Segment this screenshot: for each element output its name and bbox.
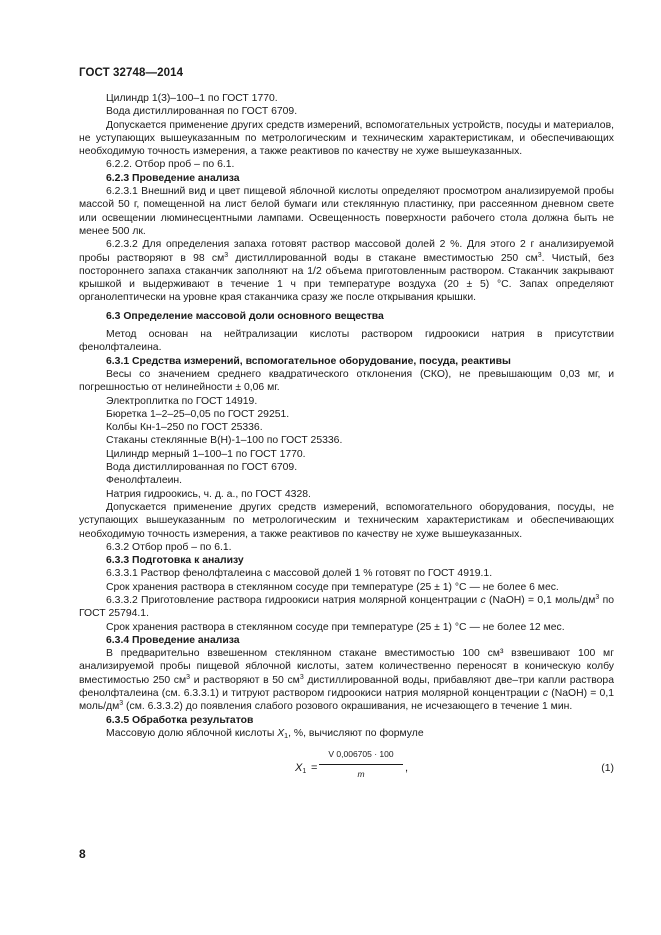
formula-number: (1) (601, 763, 614, 775)
section-heading: 6.3 Определение массовой доли основного вещества (106, 310, 384, 322)
formula-fraction (319, 748, 403, 781)
document-header: ГОСТ 32748—2014 (79, 67, 184, 79)
formula-1 (79, 748, 614, 788)
formula-numerator: V 0,006705 · 100 (319, 748, 403, 764)
paragraph: 6.2.3.2 Для определения запаха готовят раствор массовой долей 2 %. Для этого 2 г анализируемой пробы растворяют в 98 $см^3$ дистиллированной воды в стакане вместимостью 250 $см^3$. Чистый, без постороннего запаха стаканчик заполняют на 1/2 объема приготовленным раствором. Стаканчик закрывают крышкой и выдерживают в течение 1 ч при температуре воздуха (20 ± 5) °С. Запах определяют органолептически на уровне края стаканчика сразу же после открывания крышки. (79, 239, 614, 304)
equipment-item: Стаканы стеклянные В(Н)-1–100 по ГОСТ 25336. (106, 435, 343, 447)
equipment-item: Электроплитка по ГОСТ 14919. (106, 395, 258, 407)
formula-equals: = (311, 762, 318, 775)
paragraph: 6.3.3.2 Приготовление раствора гидроокиси натрия молярной концентрации c (NaOH) = 0,1 моль/$дм^3$ по ГОСТ 25794.1. (79, 593, 614, 620)
section-heading: 6.3.4 Проведение анализа (106, 634, 240, 646)
paragraph: Срок хранения раствора в стеклянном сосуде при температуре (25 ± 1) °С — не более 12 мес. (106, 621, 565, 633)
formula-comma: , (405, 762, 409, 775)
equipment-item: Колбы Кн-1–250 по ГОСТ 25336. (106, 422, 263, 434)
paragraph: В предварительно взвешенном стеклянном стакане вместимостью 100 см³ взвешивают 100 мг анализируемой пробы пищевой яблочной кислоты, затем количественно переносят в коническую колбу вместимостью 250 $см^3$ и растворяют в 50 $см^3$ дистиллированной воды, прибавляют две–три капли раствора фенолфталеина (см. 6.3.3.1) и титруют раствором гидроокиси натрия молярной концентрации c (NaOH) = 0,1 моль/$дм^3$ (см. 6.3.3.2) до появления слабого розового окрашивания, не исчезающего в течение 1 мин. (79, 648, 614, 713)
section-heading: 6.3.3 Подготовка к анализу (106, 555, 244, 567)
equipment-item: Фенолфталеин. (106, 475, 183, 487)
formula-lhs: $X_1$ (295, 762, 307, 776)
equipment-item: Вода дистиллированная по ГОСТ 6709. (106, 462, 298, 474)
paragraph: Метод основан на нейтрализации кислоты раствором гидроокиси натрия в присутствии фенолфталеина. (79, 329, 614, 354)
paragraph: Допускается применение других средств измерений, вспомогательных устройств, посуды и материалов, не уступающих вышеуказанным по метрологическим и техническим характеристикам, и обеспечивающих необходимую точность измерения, а также реактивов по качеству не хуже вышеуказанных. (79, 119, 614, 158)
paragraph: Срок хранения раствора в стеклянном сосуде при температуре (25 ± 1) °С — не более 6 мес. (106, 581, 559, 593)
page-number: 8 (79, 847, 86, 861)
section-heading: 6.3.1 Средства измерений, вспомогательное оборудование, посуда, реактивы (106, 355, 511, 367)
section-heading: 6.2.3 Проведение анализа (106, 172, 240, 184)
equipment-item: Цилиндр 1(3)–100–1 по ГОСТ 1770. (106, 93, 278, 104)
paragraph: Весы со значением среднего квадратического отклонения (СКО), не превышающим 0,03 мг, и погрешностью от нелинейности ± 0,06 мг. (79, 368, 614, 394)
paragraph: 6.2.3.1 Внешний вид и цвет пищевой яблочной кислоты определяют просмотром анализируемой пробы массой 50 г, помещенной на лист белой бумаги или стеклянную пластинку, при рассеянном дневном свете или освещении люминесцентными лампами. Освещенность поверхности рабочего стола должна быть не менее 500 лк. (79, 186, 614, 237)
equipment-item: Натрия гидроокись, ч. д. а., по ГОСТ 4328. (106, 488, 311, 500)
paragraph: 6.3.3.1 Раствор фенолфталеина с массовой долей 1 % готовят по ГОСТ 4919.1. (106, 568, 493, 580)
paragraph: Допускается применение других средств измерений, вспомогательного оборудования, посуды, не уступающих вышеуказанным по метрологическим и техническим характеристикам и обеспечивающих необходимую точность измерения, а также реактивов по качеству не хуже вышеуказанных. (79, 501, 614, 540)
section-heading: 6.3.5 Обработка результатов (106, 714, 254, 726)
equipment-item: Бюретка 1–2–25–0,05 по ГОСТ 29251. (106, 408, 290, 420)
formula-denominator: m (357, 768, 365, 779)
paragraph: 6.2.2. Отбор проб – по 6.1. (106, 159, 235, 171)
equipment-item: Вода дистиллированная по ГОСТ 6709. (106, 106, 298, 118)
paragraph: 6.3.2 Отбор проб – по 6.1. (106, 541, 232, 553)
paragraph: Массовую долю яблочной кислоты $X_1$, %, вычисляют по формуле (106, 727, 424, 740)
document-body (79, 92, 614, 788)
equipment-item: Цилиндр мерный 1–100–1 по ГОСТ 1770. (106, 448, 306, 460)
